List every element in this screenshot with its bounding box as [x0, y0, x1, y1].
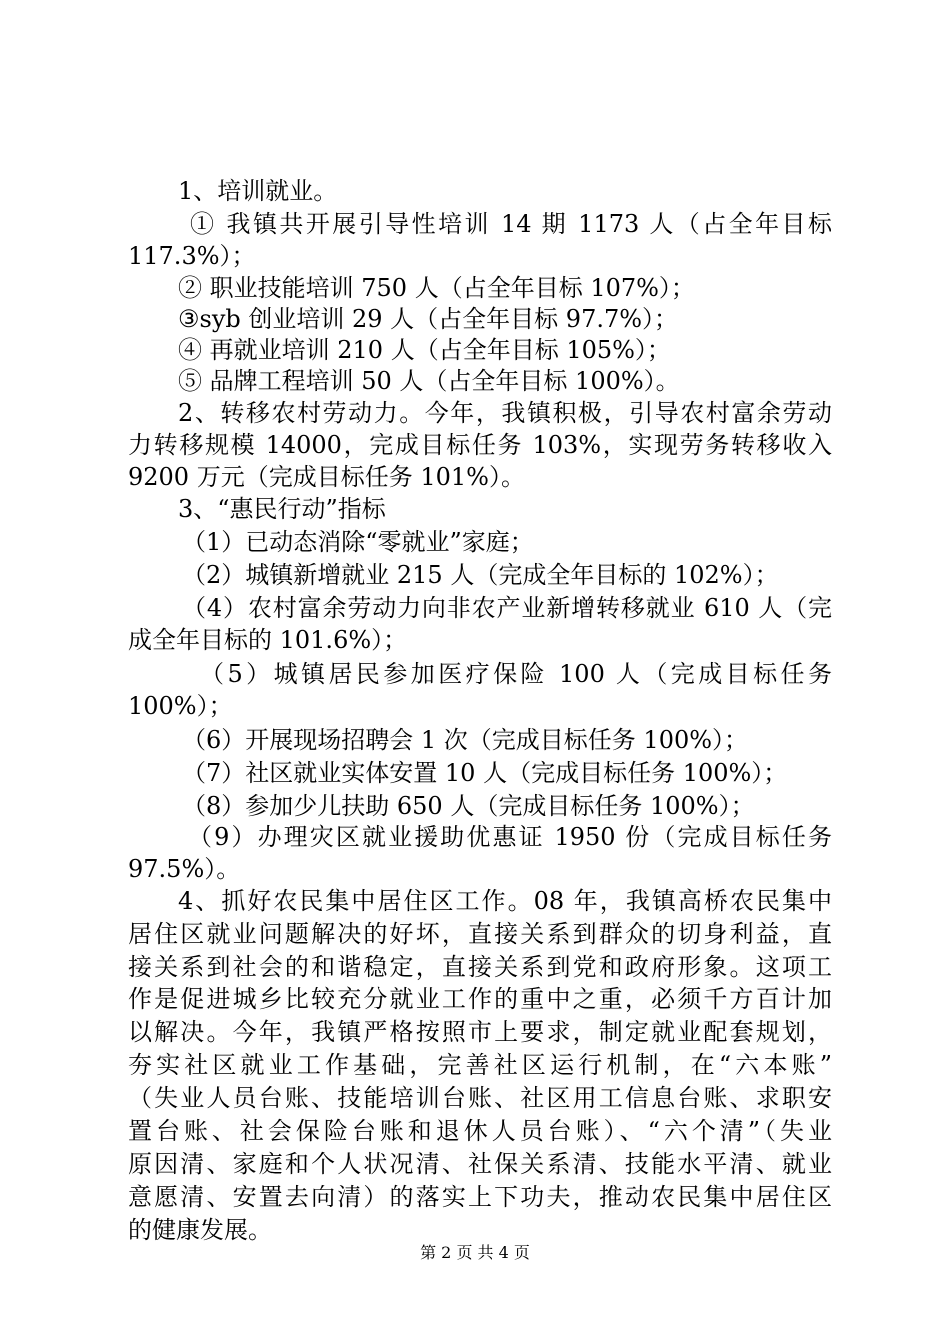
list-item: （7）社区就业实体安置 10 人（完成目标任务 100%）； — [182, 759, 788, 787]
paragraph-line: 力转移规模 14000，完成目标任务 103%，实现劳务转移收入 — [128, 431, 832, 459]
heading-training: 1、培训就业。 — [178, 177, 338, 205]
list-item-continuation: 97.5%）。 — [128, 855, 241, 883]
heading-indicators: 3、“惠民行动”指标 — [178, 495, 386, 523]
paragraph-line: 意愿清、安置去向清）的落实上下功夫，推动农民集中居住区 — [128, 1183, 832, 1211]
list-item: ② 职业技能培训 750 人（占全年目标 107%）； — [178, 274, 695, 302]
list-item-continuation: 成全年目标的 101.6%）； — [128, 626, 408, 654]
list-item-continuation: 100%）； — [128, 692, 233, 720]
page-footer: 第 2 页 共 4 页 — [420, 1243, 530, 1262]
list-item: （6）开展现场招聘会 1 次（完成目标任务 100%）； — [182, 726, 749, 754]
paragraph-line: 居住区就业问题解决的好坏，直接关系到群众的切身利益，直 — [128, 920, 832, 948]
paragraph-line: 夯实社区就业工作基础，完善社区运行机制，在“六本账” — [128, 1051, 832, 1079]
list-item: （4）农村富余劳动力向非农产业新增转移就业 610 人（完 — [182, 594, 832, 622]
paragraph-line: （失业人员台账、技能培训台账、社区用工信息台账、求职安 — [128, 1084, 832, 1112]
list-item: ③syb 创业培训 29 人（占全年目标 97.7%）； — [178, 305, 679, 333]
paragraph-line: 4、抓好农民集中居住区工作。08 年，我镇高桥农民集中 — [178, 887, 832, 915]
list-item: （1）已动态消除“零就业”家庭； — [182, 528, 534, 556]
paragraph-line: 9200 万元（完成目标任务 101%）。 — [128, 463, 525, 491]
paragraph-line: 的健康发展。 — [128, 1216, 272, 1244]
paragraph-line: 接关系到社会的和谐稳定，直接关系到党和政府形象。这项工 — [128, 953, 832, 981]
paragraph-line: 117.3%）； — [128, 242, 256, 270]
paragraph-line: ① 我镇共开展引导性培训 14 期 1173 人（占全年目标 — [190, 210, 832, 238]
paragraph-line: 原因清、家庭和个人状况清、社保关系清、技能水平清、就业 — [128, 1150, 832, 1178]
paragraph-line: 置台账、社会保险台账和退休人员台账）、“六个清”（失业 — [128, 1117, 832, 1145]
paragraph-line: 2、转移农村劳动力。今年，我镇积极，引导农村富余劳动 — [178, 399, 832, 427]
list-item: （5）城镇居民参加医疗保险 100 人（完成目标任务 — [200, 660, 832, 688]
list-item: （2）城镇新增就业 215 人（完成全年目标的 102%）； — [182, 561, 779, 589]
list-item: （8）参加少儿扶助 650 人（完成目标任务 100%）； — [182, 792, 755, 820]
list-item: （9）办理灾区就业援助优惠证 1950 份（完成目标任务 — [188, 823, 832, 851]
paragraph-line: 以解决。今年，我镇严格按照市上要求，制定就业配套规划， — [128, 1018, 832, 1046]
list-item: ④ 再就业培训 210 人（占全年目标 105%）； — [178, 336, 671, 364]
list-item: ⑤ 品牌工程培训 50 人（占全年目标 100%）。 — [178, 367, 680, 395]
paragraph-line: 作是促进城乡比较充分就业工作的重中之重，必须千方百计加 — [128, 985, 832, 1013]
